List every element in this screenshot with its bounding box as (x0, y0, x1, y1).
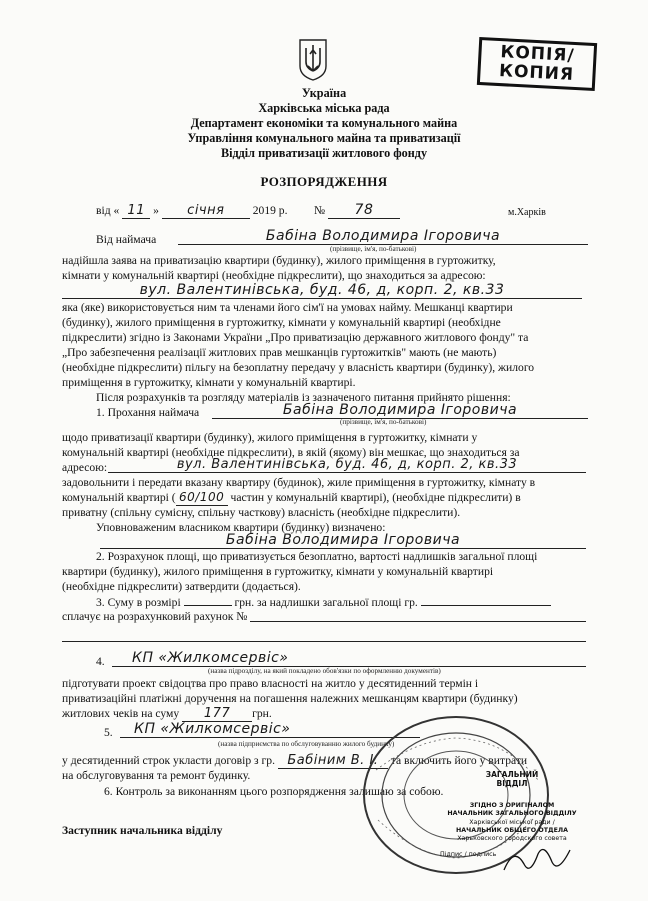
employer-caption: (прізвище, ім'я, по-батькові) (330, 245, 417, 253)
item-5-value: КП «Жилкомсервіс» (120, 721, 420, 738)
body-line-17: 2. Розрахунок площі, що приватизується безоплатно, вартості надлишків загальної площі (96, 550, 538, 563)
checks-sum: 177 (182, 706, 252, 722)
body-line-7: (необхідне підкреслити) пільгу на безоплатну передачу у власність квартири (будинку), жилого (62, 361, 535, 374)
checks-label: житлових чеків на суму (62, 707, 180, 720)
sum-label-2: грн. за надлишки загальної площі гр. (234, 596, 418, 609)
body-line-14 (62, 490, 521, 506)
number-label: № (314, 204, 326, 217)
copy-stamp-line-1: КОПІЯ/ (499, 42, 576, 66)
header-council: Харківська міська рада (258, 101, 390, 115)
payer-blank (421, 594, 551, 606)
seal-label: ЗАГАЛЬНИЙ ВІДДІЛ (485, 770, 539, 788)
body-line-16: Уповноваженим власником квартири (будинку) визначено: (96, 521, 386, 534)
copy-stamp-line-2: КОПИЯ (498, 61, 575, 85)
body-line-2: кімнати у комунальній квартирі (необхідне підкреслити), що знаходиться за адресою: (62, 269, 486, 282)
order-number (314, 203, 400, 219)
address-label: адресою: (62, 461, 108, 474)
body-line-14-end: частин у комунальній квартирі), (необхідне підкреслити) в (230, 491, 521, 504)
city: м.Харків (508, 207, 546, 218)
body-line-11: комунальній квартирі (необхідне підкреслити), в якій (якому) він мешкає, що знаходиться за (62, 446, 520, 459)
body-line-1: надійшла заява на приватизацію квартири (будинку), жилого приміщення в гуртожитку, (62, 254, 496, 267)
date-line (96, 203, 288, 219)
body-line-20 (96, 594, 551, 610)
signatory-position: Заступник начальника відділу (62, 824, 223, 837)
date-prefix: від « (96, 204, 120, 217)
body-line-14-start: комунальній квартирі ( (62, 491, 176, 504)
date-day: 11 (122, 203, 150, 219)
item-4-caption: (назва підрозділу, на який покладено обов'язки по оформленню документів) (208, 667, 441, 675)
body-line-10: щодо приватизації квартири (будинку), жилого приміщення в гуртожитку, кімнати у (62, 431, 478, 444)
body-line-4: (будинку), жилого приміщення в гуртожитку, кімнати у комунальній квартирі (необхідне (62, 316, 501, 329)
body-line-9: Після розрахунків та розгляду матеріалів із зазначеного питання прийнято рішення: (96, 391, 511, 404)
item-5-caption: (назва підприємства по обслуговуванню жилого будинку) (218, 740, 395, 748)
property-address: вул. Валентинівська, буд. 46, д, корп. 2, кв.33 (62, 282, 582, 299)
body-line-21: сплачує на розрахунковий рахунок № (62, 610, 248, 623)
stamp-line-4: НАЧАЛЬНИК ОБЩЕГО ОТДЕЛА (455, 826, 569, 834)
stamp-line-6: Підпис / подпись (440, 851, 497, 859)
body-line-18: квартири (будинку), жилого приміщення в гуртожитку, кімнати у комунальній квартирі (62, 565, 494, 578)
body-line-24 (62, 706, 272, 722)
sum-blank (184, 594, 232, 606)
sum-label: 3. Суму в розмірі (96, 596, 181, 609)
copy-stamp (477, 37, 597, 91)
contract-label: у десятиденний строк укласти договір з гр. (62, 754, 275, 767)
contract-label-end: та включить його у витрати (390, 754, 528, 767)
body-line-6: „Про забезпечення реалізації житлових прав мешканців гуртожитків" мають (не мають) (62, 346, 497, 359)
date-mid: » (153, 204, 159, 217)
header-department: Департамент економіки та комунального майна (190, 116, 458, 130)
stamp-line-1: ЗГІДНО З ОРИГІНАЛОМ (469, 802, 555, 809)
employer-name: Бабіна Володимира Ігоровича (178, 228, 588, 245)
body-line-19: (необхідне підкреслити) затвердити (додається). (62, 580, 301, 593)
body-line-3: яка (яке) використовується ним та членами його сім'ї на умовах найму. Мешканці квартири (62, 301, 513, 314)
authorized-owner: Бабіна Володимира Ігоровича (100, 532, 586, 549)
handwritten-signature (500, 840, 580, 880)
header-division: Відділ приватизації житлового фонду (220, 146, 428, 160)
share-value: 60/100 (176, 490, 228, 506)
item-1-name: Бабіна Володимира Ігоровича (212, 402, 588, 419)
stamp-line-2: НАЧАЛЬНИК ЗАГАЛЬНОГО ВІДДІЛУ (447, 810, 577, 818)
header-country: Україна (301, 86, 347, 100)
body-line-27: 6. Контроль за виконанням цього розпорядження залишаю за собою. (104, 785, 444, 798)
date-year: 2019 р. (252, 204, 288, 217)
body-line-5: підкреслити) згідно із Законами України „Про приватизацію державного житлового фонду" та (62, 331, 529, 344)
header-directorate: Управління комунального майна та приватизації (187, 131, 461, 145)
body-line-15: приватну (спільну сумісну, спільну часткову) власність (необхідне підкреслити). (62, 506, 461, 519)
date-month: січня (162, 203, 250, 219)
employer-label: Від наймача (96, 233, 157, 246)
body-line-23: приватизаційні платіжні доручення на погашення належних мешканцям квартири (будинку) (62, 692, 518, 705)
item-1-label: 1. Прохання наймача (96, 406, 200, 419)
stamp-line-5: Харьковского городского совета (457, 835, 567, 843)
item-1-address: вул. Валентинівська, буд. 46, д, корп. 2, кв.33 (108, 457, 586, 473)
item-1-caption: (прізвище, ім'я, по-батькові) (340, 418, 427, 426)
item-4-value: КП «Жилкомсервіс» (112, 650, 586, 667)
stamp-line-3: Харківської міської ради / (469, 818, 555, 826)
body-line-13: задовольнити і передати вказану квартиру (будинок), жиле приміщення в гуртожитку, кімнату в (62, 476, 536, 489)
body-line-8: приміщення в гуртожитку, кімнати у комунальній квартирі. (62, 376, 356, 389)
coat-of-arms-emblem (298, 38, 328, 82)
document-title: РОЗПОРЯДЖЕННЯ (260, 174, 388, 189)
body-line-22: підготувати проект свідоцтва про право власності на житло у десятиденний термін і (62, 677, 479, 690)
item-4-number: 4. (96, 655, 105, 668)
account-blank (250, 620, 586, 622)
contract-name: Бабіним В. І. (278, 753, 388, 769)
number-value: 78 (328, 203, 400, 219)
blank-line (62, 640, 586, 642)
item-5-number: 5. (104, 726, 113, 739)
body-line-26: на обслуговування та ремонт будинку. (62, 769, 251, 782)
checks-currency: грн. (252, 707, 272, 720)
